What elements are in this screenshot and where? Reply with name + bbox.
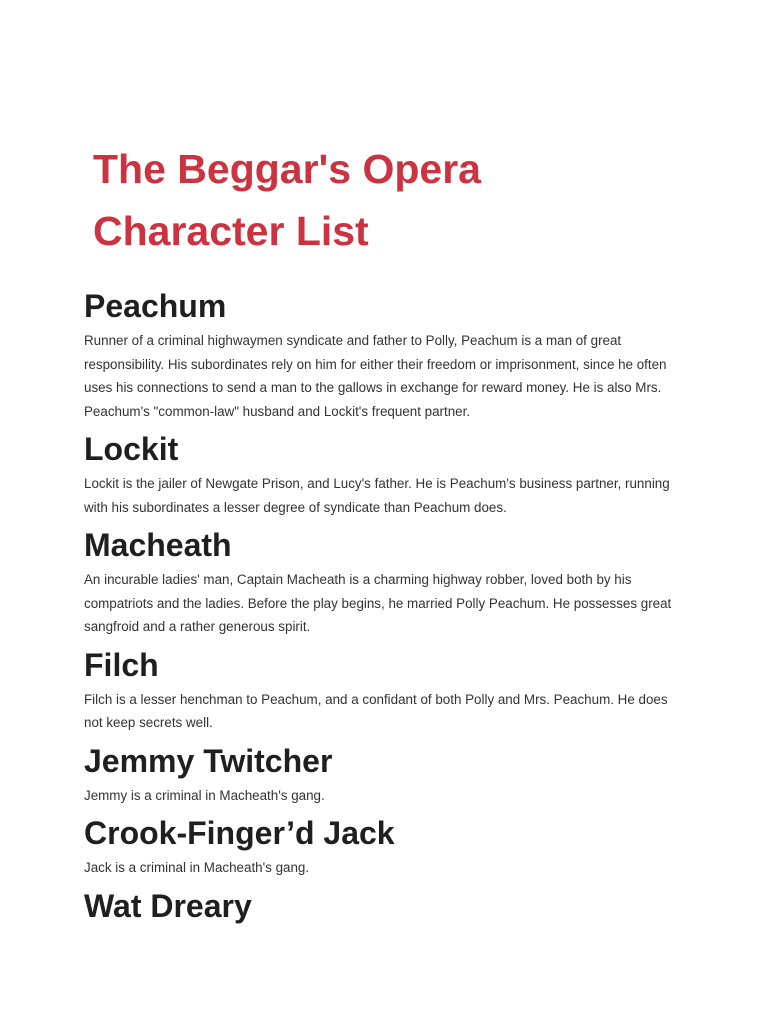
- character-name: Jemmy Twitcher: [84, 742, 333, 779]
- document-title-line-2: Character List: [93, 208, 369, 254]
- character-name: Filch: [84, 646, 159, 683]
- document-title: [93, 138, 713, 262]
- character-name: Crook-Finger’d Jack: [84, 815, 395, 851]
- character-entry-peachum: [84, 283, 684, 423]
- character-name: Peachum: [84, 288, 227, 324]
- character-name: Macheath: [84, 527, 232, 563]
- character-entry-macheath: [84, 522, 684, 639]
- character-description: Jack is a criminal in Macheath's gang.: [84, 860, 310, 875]
- character-description: Runner of a criminal highwaymen syndicate and father to Polly, Peachum is a man of great responsibility. His subordinates rely on him for either their freedom or imprisonment, since he often uses his connections to send a man to the gallows in exchange for reward money. He is also Mrs. Peachum's "common-law" husband and Lockit's frequent partner.: [84, 333, 667, 419]
- character-description: Filch is a lesser henchman to Peachum, and a confidant of both Polly and Mrs. Peachum. He does not keep secrets well.: [84, 691, 668, 730]
- character-entry-wat-dreary: [84, 883, 684, 929]
- character-entry-filch: [84, 642, 684, 735]
- character-description: An incurable ladies' man, Captain Macheath is a charming highway robber, loved both by his compatriots and the ladies. Before the play begins, he married Polly Peachum. He possesses great sangfroid and a rather generous spirit.: [84, 572, 672, 634]
- character-entry-jemmy-twitcher: [84, 738, 684, 808]
- character-list: [84, 283, 684, 929]
- character-description: Jemmy is a criminal in Macheath's gang.: [84, 787, 325, 803]
- character-description: Lockit is the jailer of Newgate Prison, and Lucy's father. He is Peachum's business partner, running with his subordinates a lesser degree of syndicate than Peachum does.: [84, 476, 670, 515]
- document-title-line-1: The Beggar's Opera: [93, 146, 481, 192]
- character-entry-crook-fingerd-jack: [84, 810, 684, 880]
- character-name: Wat Dreary: [84, 887, 252, 924]
- character-entry-lockit: [84, 426, 684, 519]
- character-name: Lockit: [84, 431, 179, 467]
